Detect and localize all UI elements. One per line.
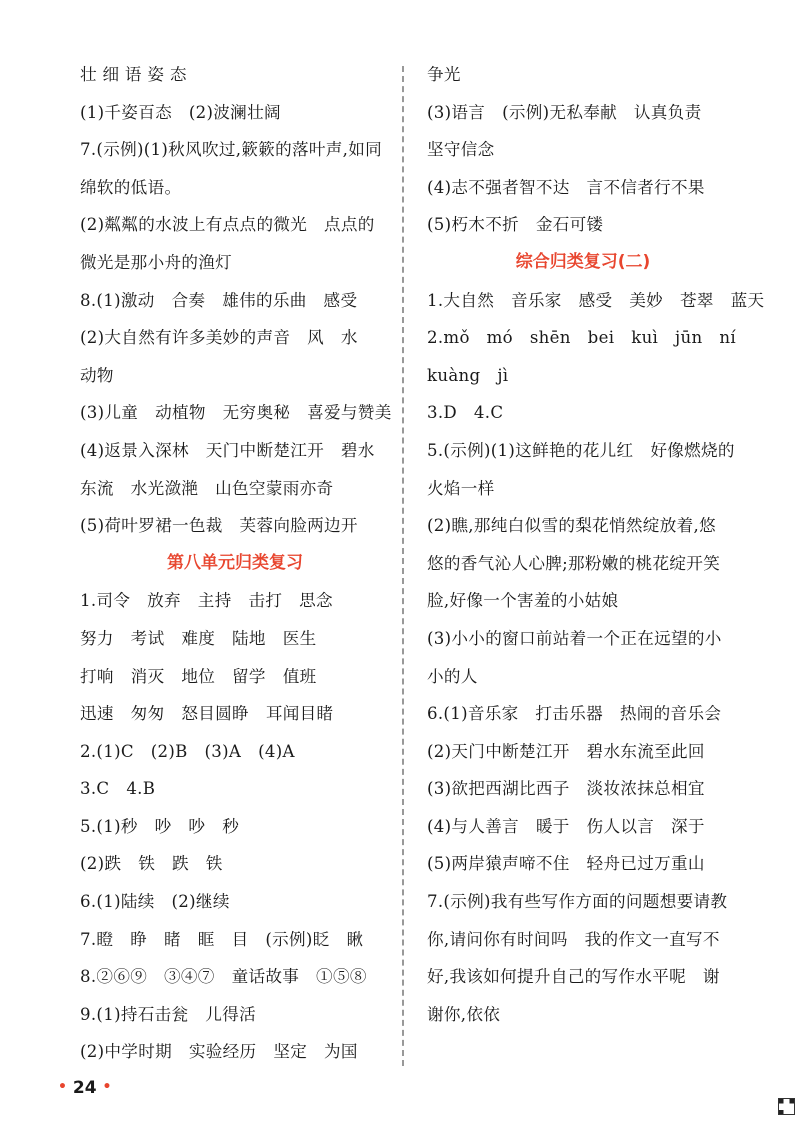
- section-heading: 第八单元归类复习: [167, 552, 303, 573]
- answer-line: 7.瞪 睁 睹 眶 目 (示例)眨 瞅: [80, 929, 364, 949]
- answer-line: 2.mǒ mó shēn bei kuì jūn ní: [427, 328, 736, 348]
- answer-line: 动物: [80, 365, 114, 385]
- answer-line: (1)千姿百态 (2)波澜壮阔: [80, 102, 281, 122]
- answer-line: 脸,好像一个害羞的小姑娘: [427, 591, 619, 611]
- answer-line: 6.(1)陆续 (2)继续: [80, 892, 230, 912]
- page-number: 24: [72, 1078, 97, 1098]
- answer-line: 2.(1)C (2)B (3)A (4)A: [80, 741, 295, 761]
- page-footer: [58, 1078, 111, 1098]
- answer-line: (5)朽木不折 金石可镂: [427, 215, 604, 235]
- answer-line: 东流 水光潋滟 山色空蒙雨亦奇: [80, 478, 334, 498]
- answer-line: (4)志不强者智不达 言不信者行不果: [427, 177, 705, 197]
- answer-line: 你,请问你有时间吗 我的作文一直写不: [427, 929, 720, 949]
- answer-line: 7.(示例)(1)秋风吹过,簌簌的落叶声,如同: [80, 140, 383, 160]
- right-column: [427, 56, 765, 1033]
- answer-line: (3)小小的窗口前站着一个正在远望的小: [427, 628, 722, 648]
- answer-line: (2)粼粼的水波上有点点的微光 点点的: [80, 215, 375, 235]
- answer-line: 打响 消灭 地位 留学 值班: [80, 666, 317, 686]
- answer-line: 6.(1)音乐家 打击乐器 热闹的音乐会: [427, 704, 722, 724]
- answer-line: kuàng jì: [427, 365, 509, 385]
- answer-line: (2)瞧,那纯白似雪的梨花悄然绽放着,悠: [427, 516, 716, 536]
- answer-line: 8.(1)激动 合奏 雄伟的乐曲 感受: [80, 290, 358, 310]
- answer-line: (2)天门中断楚江开 碧水东流至此回: [427, 741, 705, 761]
- answer-line: 微光是那小舟的渔灯: [80, 252, 233, 272]
- footer-dot-right: •: [102, 1079, 112, 1095]
- answer-line: 迅速 匆匆 怒目圆睁 耳闻目睹: [80, 704, 334, 724]
- footer-dot-left: •: [58, 1079, 67, 1095]
- answer-line: 坚守信念: [427, 140, 495, 160]
- qr-code-icon: [778, 1098, 795, 1115]
- answer-line: 小的人: [427, 666, 478, 686]
- answer-line: 绵软的低语。: [80, 177, 182, 197]
- answer-line: 3.D 4.C: [427, 403, 504, 423]
- answer-line: (4)与人善言 暖于 伤人以言 深于: [427, 816, 705, 836]
- answer-line: (4)返景入深林 天门中断楚江开 碧水: [80, 440, 375, 460]
- answer-line: (2)大自然有许多美妙的声音 风 水: [80, 328, 358, 348]
- answer-line: (2)跌 铁 跌 铁: [80, 854, 223, 874]
- answer-line: 1.司令 放弃 主持 击打 思念: [80, 591, 333, 611]
- answer-line: (2)中学时期 实验经历 坚定 为国: [80, 1042, 358, 1062]
- answer-line: 努力 考试 难度 陆地 医生: [80, 628, 317, 648]
- answer-line: 5.(1)秒 吵 吵 秒: [80, 816, 240, 836]
- answer-line: 谢你,依依: [427, 1004, 501, 1024]
- answer-line: 好,我该如何提升自己的写作水平呢 谢: [427, 967, 720, 987]
- answer-line: (5)两岸猿声啼不住 轻舟已过万重山: [427, 854, 705, 874]
- answer-line: 5.(示例)(1)这鲜艳的花儿红 好像燃烧的: [427, 440, 735, 460]
- answer-line: 悠的香气沁人心脾;那粉嫩的桃花绽开笑: [427, 553, 721, 573]
- section-heading: 综合归类复习(二): [515, 251, 651, 272]
- answer-line: 火焰一样: [427, 478, 495, 498]
- left-column: [80, 56, 390, 1071]
- answer-line: 9.(1)持石击瓮 儿得活: [80, 1004, 256, 1024]
- answer-line: 3.C 4.B: [80, 779, 156, 799]
- answer-line: (3)欲把西湖比西子 淡妆浓抹总相宜: [427, 779, 705, 799]
- answer-line: 1.大自然 音乐家 感受 美妙 苍翠 蓝天: [427, 290, 765, 310]
- answer-line: 7.(示例)我有些写作方面的问题想要请教: [427, 892, 728, 912]
- column-divider: [402, 66, 404, 1066]
- answer-line: 争光: [427, 65, 461, 84]
- answer-line: 壮 细 语 姿 态: [80, 65, 187, 84]
- answer-line: 8.②⑥⑨ ③④⑦ 童话故事 ①⑤⑧: [80, 967, 367, 987]
- answer-line: (3)语言 (示例)无私奉献 认真负责: [427, 102, 702, 122]
- answer-line: (5)荷叶罗裙一色裁 芙蓉向脸两边开: [80, 516, 358, 536]
- answer-line: (3)儿童 动植物 无穷奥秘 喜爱与赞美: [80, 403, 392, 423]
